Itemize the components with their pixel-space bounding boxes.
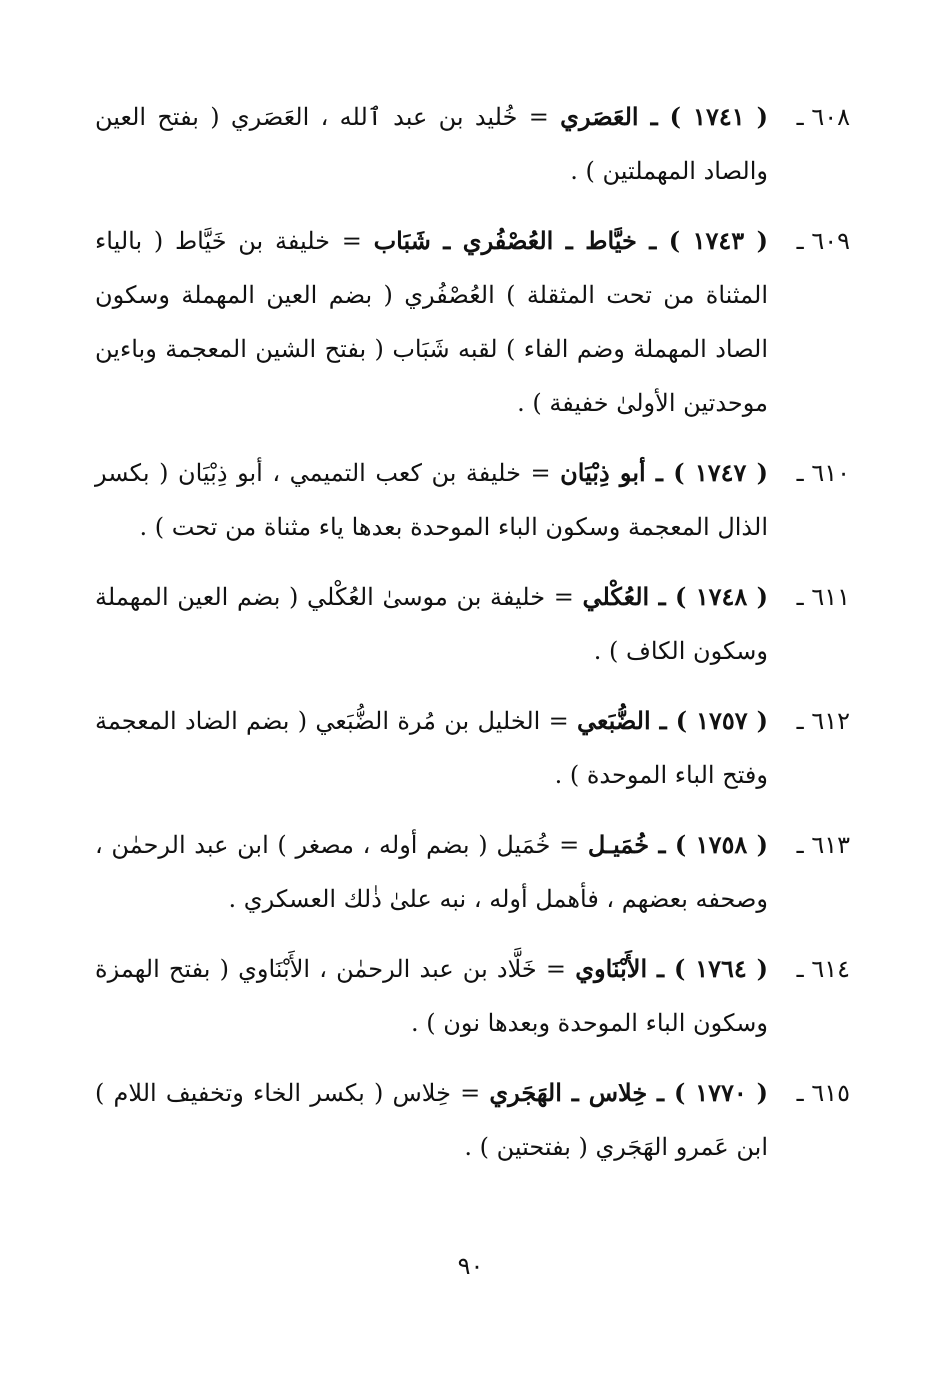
entry-body: = الخليل بن مُرة الضُّبَعي ( بضم الضاد المعجمة وفتح الباء الموحدة ) .	[95, 707, 768, 789]
entry-heading: ( ١٧٦٤ ) ـ الأَبْنَاوي	[575, 954, 768, 983]
entry-number: ٦١٤ ـ	[796, 955, 850, 983]
entry-heading: ( ١٧٥٨ ) ـ خُمَيـل	[587, 830, 768, 859]
entry-615	[95, 1066, 850, 1174]
entry-609	[95, 214, 850, 430]
entry-heading: ( ١٧٤٨ ) ـ العُكْلي	[582, 582, 768, 611]
entry-614	[95, 942, 850, 1050]
entry-number: ٦١٠ ـ	[796, 459, 850, 487]
entry-body: = خُليد بن عبد ٱلله ، العَصَري ( بفتح العين والصاد المهملتين ) .	[95, 103, 768, 185]
entry-heading: ( ١٧٧٠ ) ـ خِلاس ـ الهَجَري	[489, 1078, 768, 1107]
entry-number: ٦٠٩ ـ	[796, 227, 850, 255]
entry-number: ٦١١ ـ	[796, 583, 850, 611]
entry-body: = خِلاس ( بكسر الخاء وتخفيف اللام ) ابن عَمرو الهَجَري ( بفتحتين ) .	[95, 1079, 768, 1161]
entry-body: = خَلَّاد بن عبد الرحمٰن ، الأَبْنَاوي ( بفتح الهمزة وسكون الباء الموحدة وبعدها نون ) .	[95, 955, 768, 1037]
entry-610	[95, 446, 850, 554]
entry-611	[95, 570, 850, 678]
entry-number: ٦١٣ ـ	[796, 831, 850, 859]
entry-number: ٦١٥ ـ	[796, 1079, 850, 1107]
entry-heading: ( ١٧٤٧ ) ـ أبو ذِبْيَان	[560, 458, 768, 487]
page-number: ٩٠	[457, 1252, 484, 1280]
entry-body: = خُمَيل ( بضم أوله ، مصغر ) ابن عبد الرحمٰن ، وصحفه بعضهم ، فأهمل أوله ، نبه علىٰ ذٰلك العسكري .	[95, 831, 768, 913]
entry-body: = خليفة بن كعب التميمي ، أبو ذِبْيَان ( بكسر الذال المعجمة وسكون الباء الموحدة بعدها ياء مثناة من تحت ) .	[95, 459, 768, 541]
entry-number: ٦٠٨ ـ	[796, 103, 850, 131]
entry-613	[95, 818, 850, 926]
entry-body: = خليفة بن خَيَّاط ( بالياء المثناة من تحت المثقلة ) العُصْفُري ( بضم العين المهملة وسكون الصاد المهملة وضم الفاء ) لقبه شَبَاب ( بفتح الشين المعجمة وباءين موحدتين الأولىٰ خفيفة ) .	[95, 227, 768, 417]
page-content	[95, 90, 850, 1190]
entry-number: ٦١٢ ـ	[796, 707, 850, 735]
entry-heading: ( ١٧٤٣ ) ـ خيَّاط ـ العُصْفُري ـ شَبَاب	[373, 226, 768, 255]
entry-608	[95, 90, 850, 198]
entry-heading: ( ١٧٤١ ) ـ العَصَري	[560, 102, 768, 131]
entry-612	[95, 694, 850, 802]
entry-heading: ( ١٧٥٧ ) ـ الضُّبَعي	[577, 706, 768, 735]
entry-body: = خليفة بن موسىٰ العُكْلي ( بضم العين المهملة وسكون الكاف ) .	[95, 583, 768, 665]
